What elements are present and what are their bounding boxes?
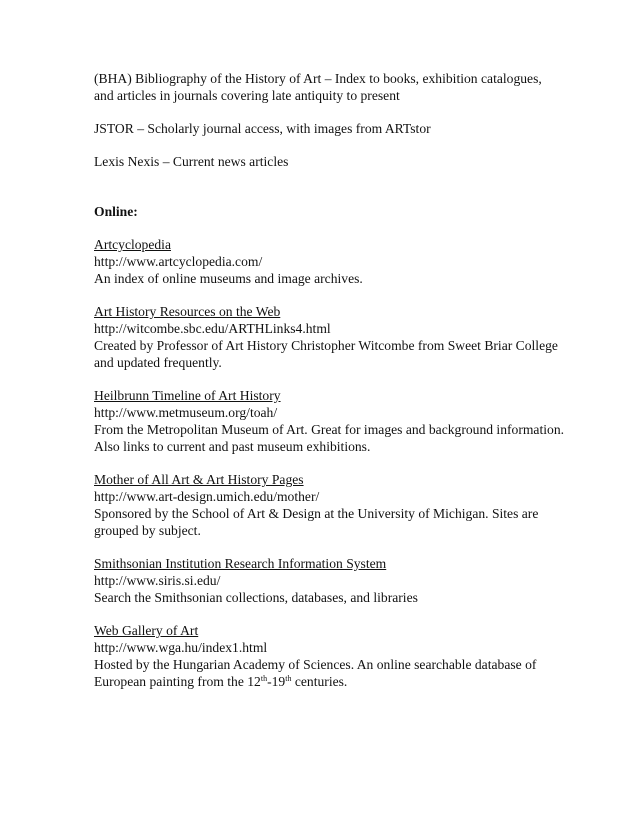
resource-title-link[interactable]: Mother of All Art & Art History Pages xyxy=(94,472,304,487)
superscript-ordinal: th xyxy=(285,674,292,683)
resource-title-link[interactable]: Heilbrunn Timeline of Art History xyxy=(94,388,281,403)
resource-title-link[interactable]: Artcyclopedia xyxy=(94,237,171,252)
section-heading-online: Online: xyxy=(94,204,138,219)
description-text: Hosted by the Hungarian Academy of Sciences. An online searchable database of European painting from the 12 xyxy=(94,657,537,689)
resource-description: Created by Professor of Art History Christopher Witcombe from Sweet Briar College and updated frequently. xyxy=(94,338,558,370)
resource-item xyxy=(94,303,564,371)
description-text: -19 xyxy=(267,674,286,689)
resource-url: http://www.metmuseum.org/toah/ xyxy=(94,405,278,420)
resource-description: An index of online museums and image archives. xyxy=(94,271,363,286)
resource-title-link[interactable]: Web Gallery of Art xyxy=(94,623,199,638)
resource-item xyxy=(94,236,564,287)
database-entry-jstor: JSTOR – Scholarly journal access, with images from ARTstor xyxy=(94,121,431,136)
resource-url: http://www.wga.hu/index1.html xyxy=(94,640,268,655)
resource-item xyxy=(94,555,564,606)
resource-description: From the Metropolitan Museum of Art. Great for images and background information. Also links to current and past museum exhibitions. xyxy=(94,422,565,454)
resource-url: http://www.art-design.umich.edu/mother/ xyxy=(94,489,320,504)
resource-item xyxy=(94,622,564,690)
description-text: centuries. xyxy=(291,674,348,689)
resource-url: http://witcombe.sbc.edu/ARTHLinks4.html xyxy=(94,321,331,336)
resource-url: http://www.siris.si.edu/ xyxy=(94,573,221,588)
resource-title-link[interactable]: Smithsonian Institution Research Information System xyxy=(94,556,387,571)
superscript-ordinal: th xyxy=(260,674,268,683)
resource-item xyxy=(94,387,564,455)
resource-url: http://www.artcyclopedia.com/ xyxy=(94,254,263,269)
page-content xyxy=(94,70,564,706)
resource-title-link[interactable]: Art History Resources on the Web xyxy=(94,304,281,319)
resource-description: Search the Smithsonian collections, databases, and libraries xyxy=(94,590,418,605)
resource-description: Sponsored by the School of Art & Design at the University of Michigan. Sites are grouped by subject. xyxy=(94,506,539,538)
database-entry-lexis-nexis: Lexis Nexis – Current news articles xyxy=(94,154,289,169)
resource-item xyxy=(94,471,564,539)
resource-description xyxy=(94,656,564,690)
database-entry-bha: (BHA) Bibliography of the History of Art – Index to books, exhibition catalogues, and articles in journals covering late antiquity to present xyxy=(94,71,542,103)
